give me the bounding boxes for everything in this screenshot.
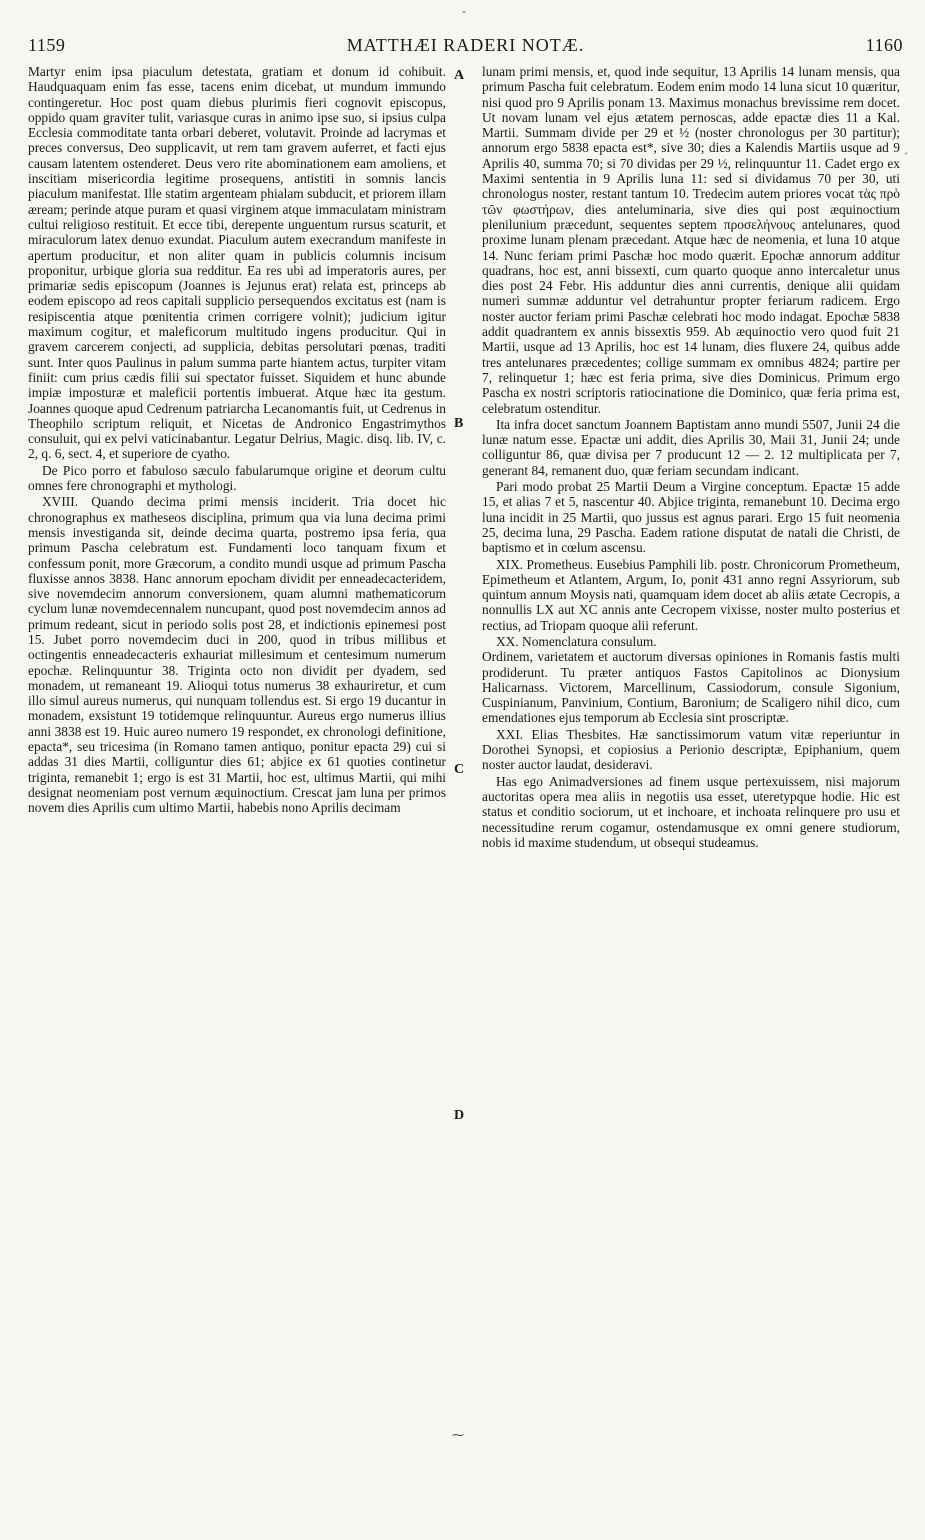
right-paragraph-8: Has ego Animadversiones ad finem usque pertexuissem, nisi majorum auctoritas opera mea aliis in negotiis usa esset, uteretурque hodie. Hic est status et conditio sociorum, ut et inchoare, et inchoata relinquere pro usu et necessitudine rerum cogamur, ostendamusque ex omni genere studiorum, nobis id maxime studendum, ut obsequi studeamus. xyxy=(482,773,900,850)
right-paragraph-6: Ordinem, varietatem et auctorum diversas opiniones in Romanis fastis multi prodiderunt. Tu præter antiquos Fastos Capitolinos ac Dionysium Halicarnass. Victorem, Marcellinum, Cassiodorum, consule Sigonium, Cuspinianum, Panvinium, Contium, Baronium; de Scaligero nihil dico, cum emendationes ejus temporum ab Ecclesia sint proscriptæ. xyxy=(482,649,900,726)
margin-letter-d: D xyxy=(454,1108,465,1123)
right-paragraph-1: lunam primi mensis, et, quod inde sequitur, 13 Aprilis 14 lunam mensis, qua primum Pascha fuit celebratum. Eodem enim modo 14 luna sicut 10 quæritur, nisi quod pro 9 Aprilis ponam 13. Maximus monachus brevissime rem docet. Ut novam lunam vel ejus ætatem pernoscas, adde epactæ dies 11 a Kal. Martii. Summam divide per 29 et ½ (noster chronologus per 30 partitur); annorum ergo 5838 epacta est*, sive 30; dies a Kalendis Martiis usque ad 9 Aprilis 40, summa 70; si 70 dividas per 29 ½, relinquuntur 11. Cadet ergo ex Maximi sententia in 9 Aprilis luna 11: sed si dividamus 70 per 30, uti chronologus noster, restant tantum 10. Tredecim autem priores vocat τὰς πρὸ τῶν φωστήρων, dies anteluminaria, sive dies qui post æquinoctium plenilunium præcedunt, sequentes septem προσελήνους antelunares, quod proxime lunam plenam præcedant. Atque hæc de neomenia, et luna 10 atque 14. Nunc feriam primi Paschæ hoc modo quærit. Epochæ annorum additur quadrans, hoc est, anni bissexti, cum quarto quoque anno intercaletur unus dies post 24 Febr. His adduntur dies anni currentis, denique alii quidam numeri summæ adduntur vel detrahuntur propter feriarum radicem. Ergo noster auctor feriam primi Paschæ celebrati hoc modo indagat. Epochæ 5838 addit quadrantem ex annis bissextis 959. Ab æquinoctio vero quod fuit 21 Martii, usque ad 13 Aprilis, hoc est 14 lunam, dies fluxere 24, quibus adde tres antelunares præcedentes; collige summam ex omnibus 4824; partire per 7, relinquetur 1; hæc est feria prima, sive dies Dominicus. Primum ergo Pascha ex nostri scriptoris ratiocinatione die Dominico, quæ feria prima est, celebratum ostenditur. xyxy=(482,64,900,416)
left-paragraph-2: De Pico porro et fabuloso sæculo fabularumque origine et deorum cultu omnes fere chronographi et mythologi. xyxy=(28,462,446,494)
right-paragraph-5: XX. Nomenclatura consulum. xyxy=(496,633,657,649)
page-number-right: 1160 xyxy=(865,35,903,55)
right-paragraph-4: XIX. Prometheus. Eusebius Pamphili lib. postr. Chronicorum Prometheum, Epimetheum et Atlantem, Argum, Io, ponit 431 anno regni Assyriorum, sub quintum annum Moysis nati, quamquam idem docet ab aliis ætate Cecropis, a nonnullis LX aut XC annis ante Cecropem vixisse, noster multo posterius et rectius, ad Triopam quoque alii referunt. xyxy=(482,556,900,633)
running-title: MATTHÆI RADERI NOTÆ. xyxy=(346,35,585,55)
page-number-left: 1159 xyxy=(28,35,66,55)
stray-mark-top: - xyxy=(462,4,466,18)
right-paragraph-3: Pari modo probat 25 Martii Deum a Virgine conceptum. Epactæ 15 adde 15, et alias 7 et 5, nascentur 40. Abjice triginta, remanebunt 10. Decima ergo luna incidit in 25 Martii, quo jussus est agnus parari. Ergo 15 fuit neomenia 25, decima luna, 29 Pascha. Eadem ratione disputat de natali die Christi, de baptismo et in cœlum ascensu. xyxy=(482,479,900,556)
right-column xyxy=(482,64,900,850)
page-header xyxy=(28,35,903,59)
right-paragraph-7: XXI. Elias Thesbites. Hæ sanctissimorum vatum vitæ reperiuntur in Dorothei Synopsi, et copiosius a Perionio descriptæ, Epiphanium, quem noster auctor laudat, desideravi. xyxy=(482,726,900,773)
margin-letter-b: B xyxy=(454,416,464,431)
left-paragraph-3: XVIII. Quando decima primi mensis inciderit. Tria docet hic chronographus ex matheseos disciplina, primum qua via luna decima primi mensis investiganda sit, deinde decima quarta, postremo ipsa feria, qua primum Pascha celebratum est. Fundamenti loco tanquam fixum et confessum ponit, more Græcorum, a condito mundi usque ad primum Pascha fluxisse annos 3838. Hanc annorum epocham dividit per enneadecacteridem, sive novemdecim annorum conversionem, quam alumni mathematicorum cyclum lunæ novemdecennalem nuncupant, quod post novemdecim annos ad primum redeant, sicut in periodo solis post 28, et indictionis epinemesi post 15. Jubet porro novemdecim duci in 200, quod in tribus millibus et octingentis enneadecacteris exhauriat millesimum et centesimum numerum epochæ. Relinquuntur 38. Triginta octo non dividit per dyadem, sed monadem, ut remaneant 19. Alioqui totus numerus 38 exhauriretur, et cum illo simul aureus numerus, qui nunquam tollendus est. Si ergo 19 ducantur in monadem, exsistunt 19 totidemque relinquuntur. Aureus ergo numerus illius anni 3838 est 19. Huic aureo numero 19 respondet, ex chronologi definitione, epacta*, seu tricesima (in Romano tamen antiquo, ponitur epacta 29) cui si addas 31 dies Martii, colliguntur dies 61; abjice ex 61 quoties continetur triginta, remanebit 1; ergo is est 31 Martii, hoc est, ultimus Martii, qui mihi designat neomeniam post vernum æquinoctium. Crescat jam luna per primos novem dies Aprilis cum ultimo Martii, habebis nono Aprilis decimam xyxy=(28,494,446,816)
stray-mark-bottom: ⁓ xyxy=(452,1428,464,1442)
margin-letter-a: A xyxy=(454,68,465,83)
left-column xyxy=(28,64,446,850)
left-paragraph-1: Martyr enim ipsa piaculum detestata, gratiam et donum id cohibuit. Haudquaquam enim fas esse, tacens enim dicebat, ut mundum immundo contingeretur. Hoc post quam diebus plurimis fieri cognovit episcopus, oppido quam graviter tulit, variasque curas in animo ipse suo, si ipsius culpa Ecclesia commoditate tanta orbari deberet, volutavit. Proinde ad lacrymas et preces conversus, Deo supplicavit, ut rem tam gravem auferret, et facti ejus causam latentem ostenderet. Deus vero rite abominationem eam amoliens, et inscitiam misericordia legitime prosequens, antistiti in somnis lancis piaculum manifestat. Ille statim argenteam phialam subducit, et priorem illam æream; perinde atque puram et quasi virginem atque immaculatam ministram cultui religioso restituit. Et ecce tibi, derepente unguentum rursus scaturit, et miraculorum latex denuo exundat. Piaculum autem execrandum manifeste in apertum producitur, et non aliter quam in publicis columnis incisum proponitur, urbique gloria sua redditur. Ea res ubi ad imperatoris aures, per primariæ sedis episcopum (Joannes is Jejunus erat) relata est, princeps ab eodem episcopo ad reos capitali supplicio persequendos excitatus est (nam is resipiscentia atque pœnitentia crimen corrigere volnit); judicium igitur maximum cogitur, et maleficorum multitudo ingens producitur. Qui in gravem carcerem conjecti, ad supplicia, debitas persolutari pœnas, traditi sunt. Inter quos Paulinus in palum summa parte hiantem actus, turpiter vitam finiit: cum prius cædis filii sui spectator fuisset. Siquidem et hunc abunde impiæ imposturæ et maleficii portentis imbuerat. Atque hæc ita gestum. Joannes quoque apud Cedrenum patriarcha Lecanomantis fuit, ut Cedrenus in Theophilo scriptum reliquit, et Nicetas de Andronico Engastrimythos consuluit, qui ex pelvi vaticinabantur. Legatur Delrius, Magic. disq. lib. IV, c. 2, q. 6, sect. 4, et superiore de cyatho. xyxy=(28,64,446,462)
right-paragraph-2: Ita infra docet sanctum Joannem Baptistam anno mundi 5507, Junii 24 die lunæ natum esse. Epactæ uni addit, dies Aprilis 30, Maii 31, Junii 24; unde colliguntur 86, quæ divisa per 7 producunt 12 — 2. 12 multiplicata per 7, generant 84, remanent duo, quæ feriam secundam indicant. xyxy=(482,416,900,478)
margin-letter-c: C xyxy=(454,762,465,777)
text-columns xyxy=(28,64,900,850)
stray-mark-right: ´ xyxy=(904,150,908,164)
